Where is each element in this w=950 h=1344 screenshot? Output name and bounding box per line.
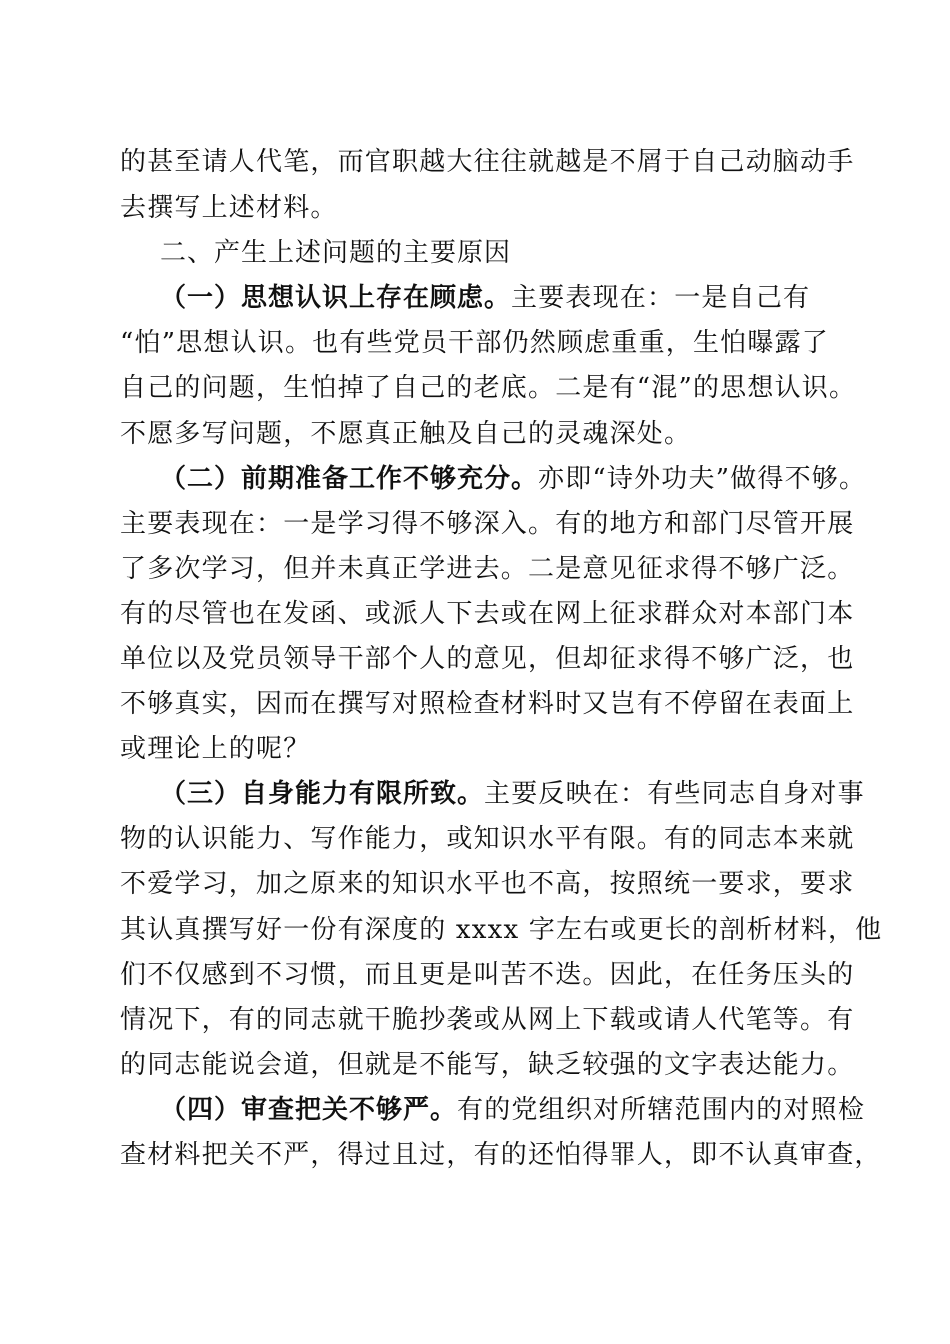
item-4-title: （四）审查把关不够严。 — [160, 1095, 458, 1125]
text-line: 的同志能说会道，但就是不能写，缺乏较强的文字表达能力。 — [120, 1050, 855, 1080]
text-line: 的甚至请人代笔，而官职越大往往就越是不屑于自己动脑动手 — [120, 147, 855, 177]
text-line: 了多次学习，但并未真正学进去。二是意见征求得不够广泛。 — [120, 554, 855, 584]
text-line: 其认真撰写好一份有深度的 xxxx 字左右或更长的剖析材料，他 — [120, 915, 883, 945]
text-line: 有的尽管也在发函、或派人下去或在网上征求群众对本部门本 — [120, 599, 855, 629]
item-4-first-line — [160, 1094, 865, 1126]
text-line: 单位以及党员领导干部个人的意见，但却征求得不够广泛，也 — [120, 644, 855, 674]
item-1-title: （一）思想认识上存在顾虑。 — [160, 283, 512, 313]
text-line: 不够真实，因而在撰写对照检查材料时又岂有不停留在表面上 — [120, 689, 855, 719]
text-line: 主要表现在：一是学习得不够深入。有的地方和部门尽管开展 — [120, 509, 855, 539]
item-3-title: （三）自身能力有限所致。 — [160, 779, 485, 809]
text-line: 或理论上的呢？ — [120, 734, 311, 764]
text-line: 情况下，有的同志就干脆抄袭或从网上下载或请人代笔等。有 — [120, 1005, 855, 1035]
text-line: 去撰写上述材料。 — [120, 193, 338, 223]
text-line: “怕”思想认识。也有些党员干部仍然顾虑重重，生怕曝露了 — [120, 328, 829, 358]
item-4-text: 有的党组织对所辖范围内的对照检 — [457, 1095, 866, 1125]
text-line: 物的认识能力、写作能力，或知识水平有限。有的同志本来就 — [120, 824, 855, 854]
item-1-first-line — [160, 282, 810, 314]
item-3-first-line — [160, 778, 865, 810]
text-line: 们不仅感到不习惯，而且更是叫苦不迭。因此，在任务压头的 — [120, 960, 855, 990]
text-line: 不愿多写问题，不愿真正触及自己的灵魂深处。 — [120, 419, 692, 449]
section-heading: 二、产生上述问题的主要原因 — [160, 238, 512, 268]
text-line: 查材料把关不严，得过且过，有的还怕得罪人，即不认真审查， — [120, 1140, 882, 1170]
item-1-text: 主要表现在：一是自己有 — [511, 283, 811, 313]
item-2-title: （二）前期准备工作不够充分。 — [160, 464, 539, 494]
item-3-text: 主要反映在：有些同志自身对事 — [484, 779, 865, 809]
item-2-text: 亦即“诗外功夫”做得不够。 — [538, 464, 867, 494]
item-2-first-line — [160, 463, 866, 495]
text-line: 自己的问题，生怕掉了自己的老底。二是有“混”的思想认识。 — [120, 373, 857, 403]
text-line: 不爱学习，加之原来的知识水平也不高，按照统一要求，要求 — [120, 869, 855, 899]
